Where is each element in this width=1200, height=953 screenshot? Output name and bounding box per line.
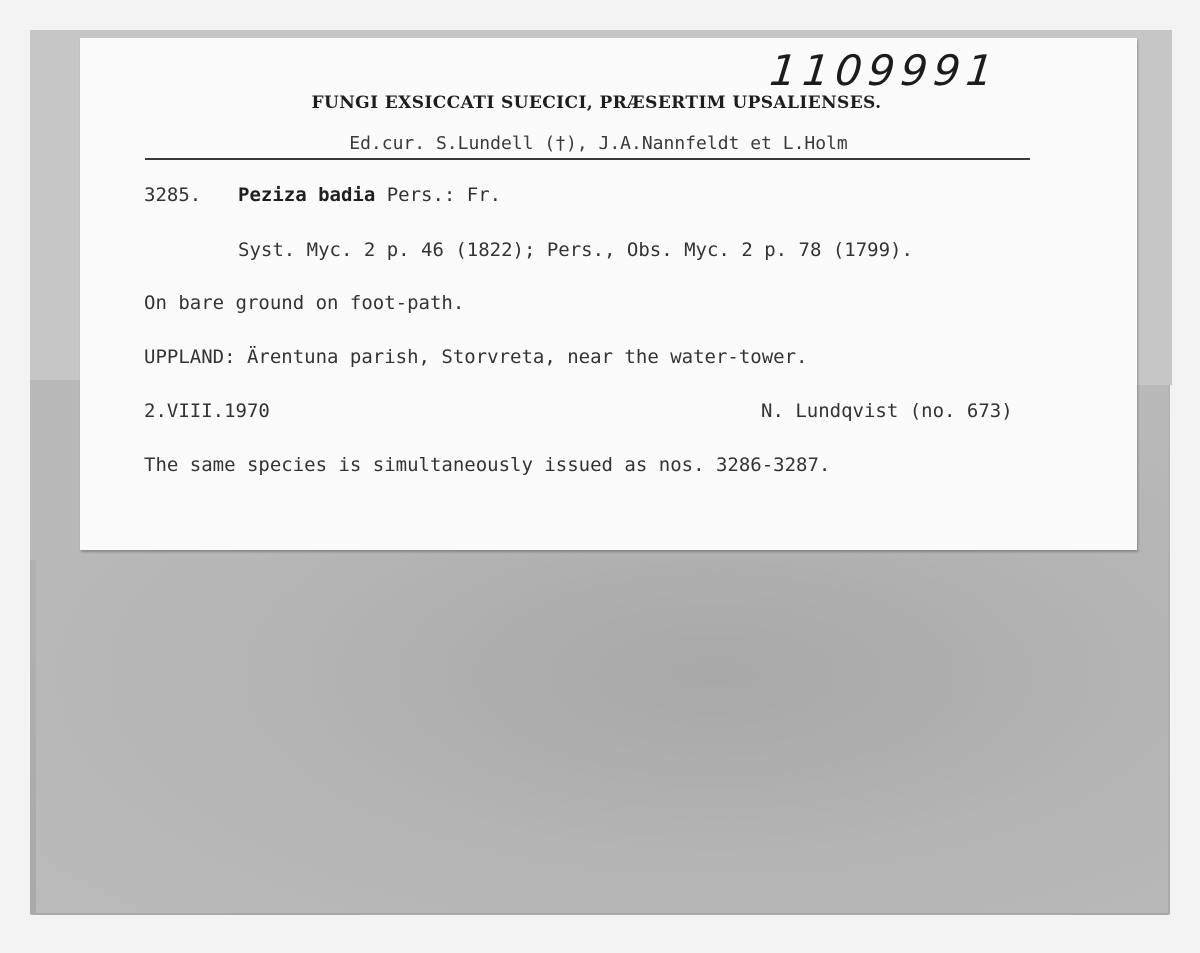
editors-line: Ed.cur. S.Lundell (†), J.A.Nannfeldt et L.Holm [349, 133, 848, 154]
species-line [238, 184, 501, 206]
specimen-label [80, 38, 1137, 550]
species-name: Peziza badia [238, 184, 376, 206]
handwritten-catalog-number: 1109991 [767, 46, 1002, 95]
collector: N. Lundqvist (no. 673) [761, 400, 1013, 422]
packet-shadow [30, 380, 80, 560]
locality: UPPLAND: Ärentuna parish, Storvreta, near the water-tower. [144, 346, 808, 368]
habitat: On bare ground on foot-path. [144, 292, 465, 314]
series-title: FUNGI EXSICCATI SUECICI, PRÆSERTIM UPSALIENSES. [311, 93, 882, 113]
specimen-number: 3285. [144, 184, 202, 206]
citation: Syst. Myc. 2 p. 46 (1822); Pers., Obs. Myc. 2 p. 78 (1799). [238, 239, 913, 261]
distribution-note: The same species is simultaneously issued as nos. 3286-3287. [144, 454, 831, 476]
species-author: Pers.: Fr. [386, 184, 502, 206]
collection-date: 2.VIII.1970 [144, 400, 270, 422]
header-divider [145, 158, 1030, 160]
